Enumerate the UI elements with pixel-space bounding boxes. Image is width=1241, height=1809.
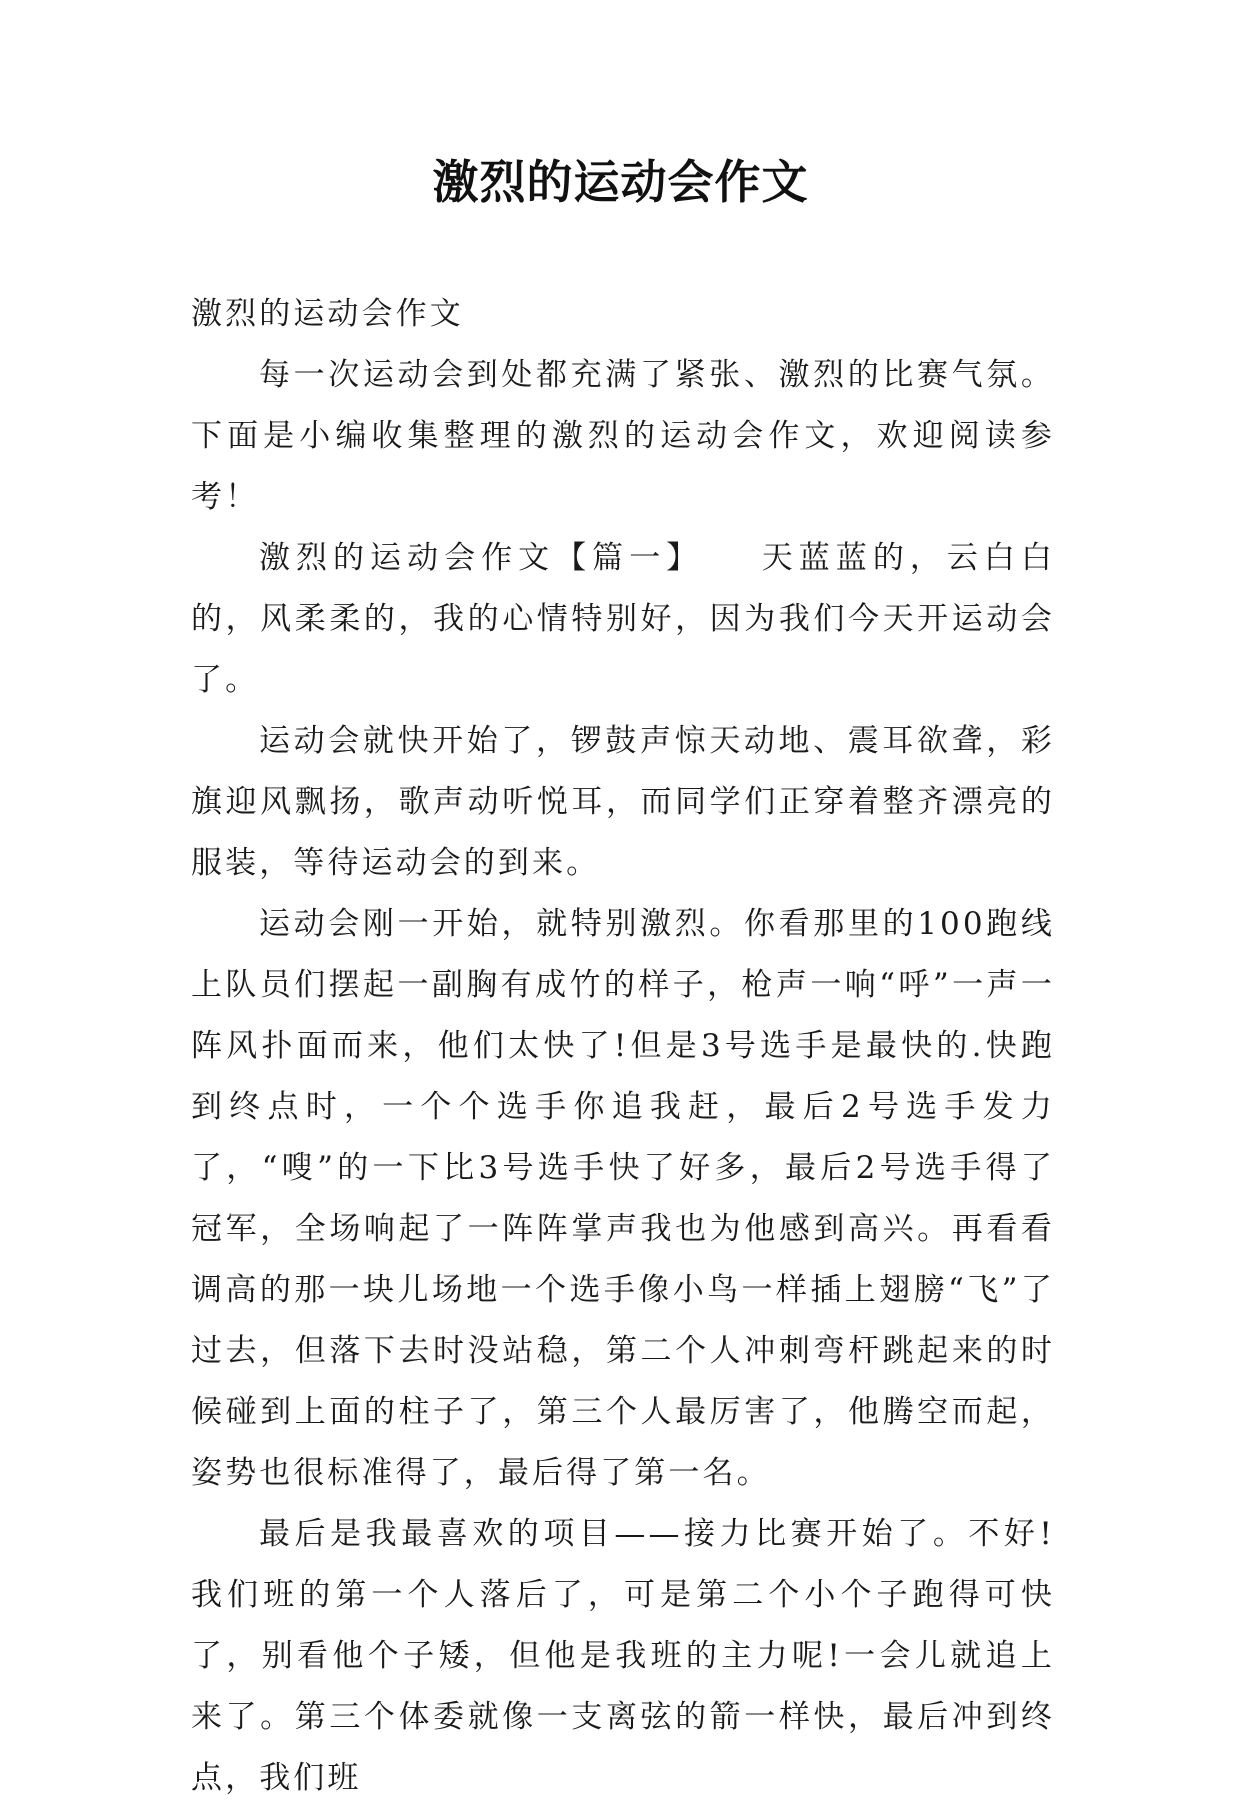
paragraph-before-start: 运动会就快开始了，锣鼓声惊天动地、震耳欲聋，彩旗迎风飘扬，歌声动听悦耳，而同学们正穿着整齐漂亮的服装，等待运动会的到来。 <box>191 723 1055 881</box>
document-title: 激烈的运动会作文 <box>432 155 809 209</box>
paragraph-intro: 每一次运动会到处都充满了紧张、激烈的比赛气氛。下面是小编收集整理的激烈的运动会作文，欢迎阅读参考！ <box>191 357 1055 515</box>
paragraph-race-events: 运动会刚一开始，就特别激烈。你看那里的100跑线上队员们摆起一副胸有成竹的样子，枪声一响“呼”一声一阵风扑面而来，他们太快了!但是3号选手是最快的.快跑到终点时，一个个选手你追我赶，最后2号选手发力了，“嗖”的一下比3号选手快了好多，最后2号选手得了冠军，全场响起了一阵阵掌声我也为他感到高兴。再看看调高的那一块儿场地一个选手像小鸟一样插上翅膀“飞”了过去，但落下去时没站稳，第二个人冲刺弯杆跳起来的时候碰到上面的柱子了，第三个人最厉害了，他腾空而起，姿势也很标准得了，最后得了第一名。 <box>191 906 1055 1491</box>
paragraph-relay-race: 最后是我最喜欢的项目——接力比赛开始了。不好!我们班的第一个人落后了，可是第二个小个子跑得可快了，别看他个子矮，但他是我班的主力呢!一会儿就追上来了。第三个体委就像一支离弦的箭一样快，最后冲到终点，我们班 <box>191 1516 1055 1796</box>
paragraph-section-one-opening: 激烈的运动会作文【篇一】 天蓝蓝的，云白白的，风柔柔的，我的心情特别好，因为我们今天开运动会了。 <box>191 540 1055 698</box>
document-body <box>191 284 1055 1809</box>
document-subtitle: 激烈的运动会作文 <box>191 296 464 332</box>
